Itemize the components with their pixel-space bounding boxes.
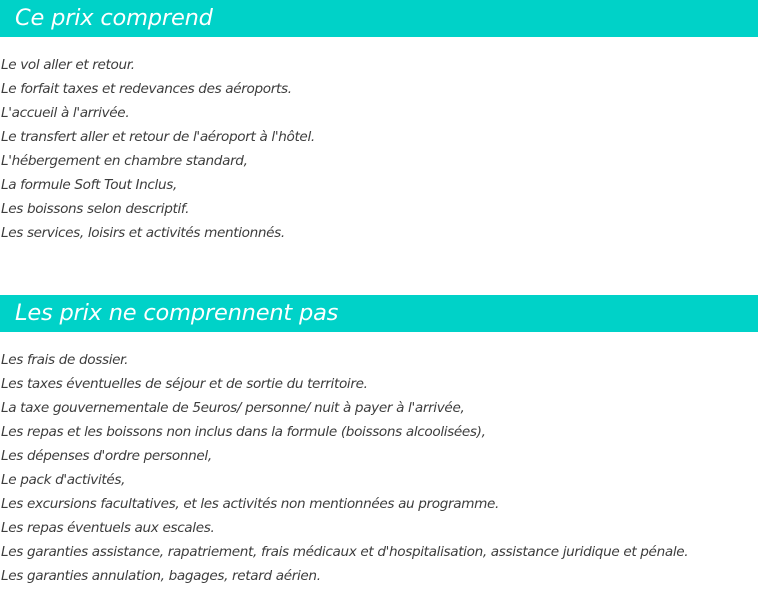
excluded-item: Les taxes éventuelles de séjour et de sortie du territoire. xyxy=(1,376,368,392)
excluded-items-list xyxy=(1,348,688,588)
excluded-item: Les garanties assistance, rapatriement, frais médicaux et d'hospitalisation, assistance juridique et pénale. xyxy=(1,544,689,560)
included-item: Le vol aller et retour. xyxy=(1,57,135,73)
included-item: Le transfert aller et retour de l'aéroport à l'hôtel. xyxy=(1,129,315,145)
included-item: Les services, loisirs et activités mentionnés. xyxy=(1,225,285,241)
included-section-header xyxy=(0,0,758,37)
included-item: L'hébergement en chambre standard, xyxy=(1,153,248,169)
excluded-item: Les repas et les boissons non inclus dans la formule (boissons alcoolisées), xyxy=(1,424,486,440)
excluded-item: Les dépenses d'ordre personnel, xyxy=(1,448,212,464)
excluded-item: Les excursions facultatives, et les activités non mentionnées au programme. xyxy=(1,496,500,512)
included-item: La formule Soft Tout Inclus, xyxy=(1,177,177,193)
excluded-item: Les repas éventuels aux escales. xyxy=(1,520,215,536)
included-item: Le forfait taxes et redevances des aéroports. xyxy=(1,81,292,97)
included-section-title: Ce prix comprend xyxy=(15,5,213,32)
included-items-list xyxy=(1,53,315,245)
excluded-item: Les frais de dossier. xyxy=(1,352,129,368)
included-item: L'accueil à l'arrivée. xyxy=(1,105,130,121)
excluded-item: Le pack d'activités, xyxy=(1,472,126,488)
excluded-section-header xyxy=(0,295,758,332)
excluded-item: La taxe gouvernementale de 5euros/ personne/ nuit à payer à l'arrivée, xyxy=(1,400,465,416)
excluded-item: Les garanties annulation, bagages, retard aérien. xyxy=(1,568,321,584)
included-item: Les boissons selon descriptif. xyxy=(1,201,190,217)
excluded-section-title: Les prix ne comprennent pas xyxy=(15,300,339,327)
